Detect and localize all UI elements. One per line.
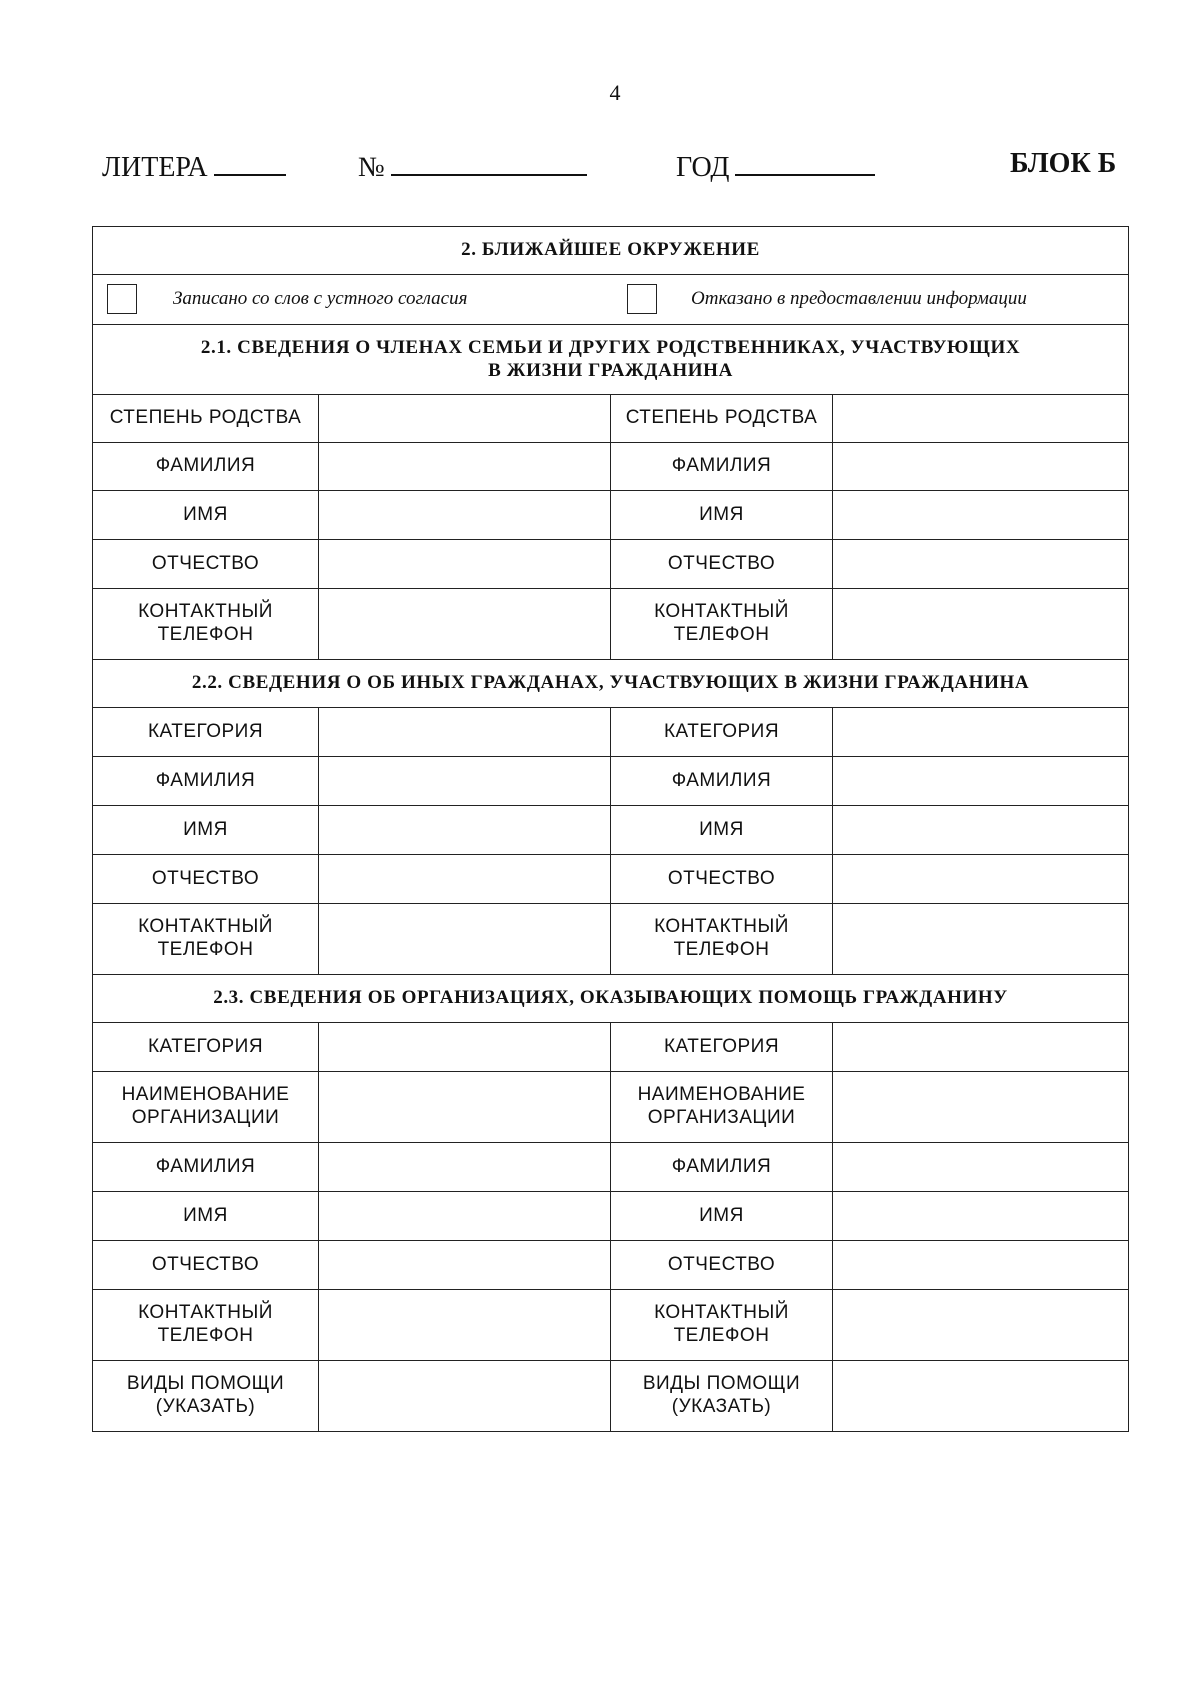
year-label: ГОД [676, 152, 730, 183]
org-contact-name-input-1[interactable] [319, 1192, 611, 1241]
row-label-line1: КОНТАКТНЫЙ [654, 916, 789, 938]
org-contact-patronymic-input-2[interactable] [833, 1241, 1129, 1290]
row-label: СТЕПЕНЬ РОДСТВА [611, 395, 833, 443]
litera-blank[interactable] [214, 148, 286, 176]
consent-label: Записано со слов с устного согласия [173, 288, 468, 309]
org-phone-input-1[interactable] [319, 1290, 611, 1361]
row-label: КАТЕГОРИЯ [611, 1023, 833, 1072]
row-label: КАТЕГОРИЯ [93, 1023, 319, 1072]
row-label-line1: КОНТАКТНЫЙ [138, 601, 273, 623]
row-label [93, 1290, 319, 1361]
row-label-line2: ТЕЛЕФОН [673, 624, 770, 645]
relative-patronymic-input-2[interactable] [833, 540, 1129, 589]
row-label-line1: ВИДЫ ПОМОЩИ [642, 1373, 801, 1395]
refused-label: Отказано в предоставлении информации [691, 288, 1027, 309]
row-label-line1: КОНТАКТНЫЙ [654, 1302, 789, 1324]
row-label-line1: ВИДЫ ПОМОЩИ [126, 1373, 285, 1395]
litera-field [102, 148, 286, 184]
section-2-title: 2. БЛИЖАЙШЕЕ ОКРУЖЕНИЕ [93, 227, 1129, 275]
row-label-line2: ТЕЛЕФОН [157, 624, 254, 645]
citizen-phone-input-1[interactable] [319, 904, 611, 975]
row-label: ФАМИЛИЯ [93, 443, 319, 491]
citizen-surname-input-2[interactable] [833, 757, 1129, 806]
consent-checkbox[interactable] [107, 284, 137, 314]
row-label-line2: ТЕЛЕФОН [673, 1325, 770, 1346]
relative-name-input-2[interactable] [833, 491, 1129, 540]
citizen-patronymic-input-1[interactable] [319, 855, 611, 904]
row-label: ИМЯ [93, 491, 319, 540]
row-label [611, 904, 833, 975]
row-label: ФАМИЛИЯ [611, 443, 833, 491]
row-label [611, 1290, 833, 1361]
relative-name-input-1[interactable] [319, 491, 611, 540]
help-types-input-1[interactable] [319, 1361, 611, 1432]
page-number: 4 [609, 80, 621, 105]
relation-degree-input-2[interactable] [833, 395, 1129, 443]
section-2-3-title: 2.3. СВЕДЕНИЯ ОБ ОРГАНИЗАЦИЯХ, ОКАЗЫВАЮЩИХ ПОМОЩЬ ГРАЖДАНИНУ [93, 975, 1129, 1023]
org-contact-surname-input-1[interactable] [319, 1143, 611, 1192]
relative-patronymic-input-1[interactable] [319, 540, 611, 589]
row-label: ФАМИЛИЯ [611, 757, 833, 806]
org-phone-input-2[interactable] [833, 1290, 1129, 1361]
row-label: ФАМИЛИЯ [611, 1143, 833, 1192]
row-label: ОТЧЕСТВО [611, 1241, 833, 1290]
year-field [676, 148, 875, 184]
citizen-patronymic-input-2[interactable] [833, 855, 1129, 904]
org-name-input-1[interactable] [319, 1072, 611, 1143]
row-label: КАТЕГОРИЯ [611, 708, 833, 757]
citizen-category-input-1[interactable] [319, 708, 611, 757]
row-label: ИМЯ [93, 1192, 319, 1241]
row-label-line2: ОРГАНИЗАЦИИ [647, 1107, 796, 1128]
year-blank[interactable] [735, 148, 875, 176]
row-label-line1: НАИМЕНОВАНИЕ [121, 1084, 290, 1106]
citizen-surname-input-1[interactable] [319, 757, 611, 806]
row-label: КАТЕГОРИЯ [93, 708, 319, 757]
consent-options [93, 275, 1129, 325]
row-label [611, 589, 833, 660]
row-label-line1: НАИМЕНОВАНИЕ [637, 1084, 806, 1106]
citizen-category-input-2[interactable] [833, 708, 1129, 757]
section-2-1-title [93, 325, 1129, 395]
row-label [93, 1361, 319, 1432]
row-label: ОТЧЕСТВО [93, 540, 319, 589]
org-contact-surname-input-2[interactable] [833, 1143, 1129, 1192]
block-label: БЛОК Б [1010, 148, 1117, 179]
row-label: ФАМИЛИЯ [93, 757, 319, 806]
citizen-phone-input-2[interactable] [833, 904, 1129, 975]
relative-phone-input-1[interactable] [319, 589, 611, 660]
row-label-line2: ТЕЛЕФОН [157, 1325, 254, 1346]
relative-surname-input-1[interactable] [319, 443, 611, 491]
row-label: ОТЧЕСТВО [611, 855, 833, 904]
org-category-input-2[interactable] [833, 1023, 1129, 1072]
citizen-name-input-2[interactable] [833, 806, 1129, 855]
org-category-input-1[interactable] [319, 1023, 611, 1072]
row-label [93, 589, 319, 660]
row-label-line2: ОРГАНИЗАЦИИ [131, 1107, 280, 1128]
help-types-input-2[interactable] [833, 1361, 1129, 1432]
row-label [611, 1361, 833, 1432]
row-label-line1: КОНТАКТНЫЙ [654, 601, 789, 623]
refused-checkbox[interactable] [627, 284, 657, 314]
row-label-line2: (УКАЗАТЬ) [155, 1396, 256, 1417]
row-label [93, 904, 319, 975]
number-label: № [358, 152, 385, 183]
row-label [611, 1072, 833, 1143]
row-label: ОТЧЕСТВО [93, 855, 319, 904]
block-field [1010, 148, 1116, 180]
row-label-line1: КОНТАКТНЫЙ [138, 1302, 273, 1324]
relative-surname-input-2[interactable] [833, 443, 1129, 491]
org-name-input-2[interactable] [833, 1072, 1129, 1143]
row-label-line1: КОНТАКТНЫЙ [138, 916, 273, 938]
row-label [93, 1072, 319, 1143]
row-label-line2: ТЕЛЕФОН [673, 939, 770, 960]
document-header [0, 148, 1200, 188]
row-label: СТЕПЕНЬ РОДСТВА [93, 395, 319, 443]
row-label-line2: ТЕЛЕФОН [157, 939, 254, 960]
row-label: ИМЯ [611, 491, 833, 540]
row-label: ИМЯ [93, 806, 319, 855]
org-contact-name-input-2[interactable] [833, 1192, 1129, 1241]
row-label: ОТЧЕСТВО [93, 1241, 319, 1290]
row-label: ИМЯ [611, 806, 833, 855]
row-label: ФАМИЛИЯ [93, 1143, 319, 1192]
org-contact-patronymic-input-1[interactable] [319, 1241, 611, 1290]
litera-label: ЛИТЕРА [102, 152, 208, 183]
relation-degree-input-1[interactable] [319, 395, 611, 443]
section-2-2-title: 2.2. СВЕДЕНИЯ О ОБ ИНЫХ ГРАЖДАНАХ, УЧАСТВУЮЩИХ В ЖИЗНИ ГРАЖДАНИНА [93, 660, 1129, 708]
section-2-1-title-line2: В ЖИЗНИ ГРАЖДАНИНА [488, 359, 733, 381]
section-2-1-table [92, 226, 1129, 1432]
row-label: ОТЧЕСТВО [611, 540, 833, 589]
number-blank[interactable] [391, 148, 587, 176]
row-label: ИМЯ [611, 1192, 833, 1241]
number-field [358, 148, 587, 184]
section-2-1-title-line1: 2.1. СВЕДЕНИЯ О ЧЛЕНАХ СЕМЬИ И ДРУГИХ РОДСТВЕННИКАХ, УЧАСТВУЮЩИХ [200, 336, 1021, 358]
citizen-name-input-1[interactable] [319, 806, 611, 855]
row-label-line2: (УКАЗАТЬ) [671, 1396, 772, 1417]
relative-phone-input-2[interactable] [833, 589, 1129, 660]
